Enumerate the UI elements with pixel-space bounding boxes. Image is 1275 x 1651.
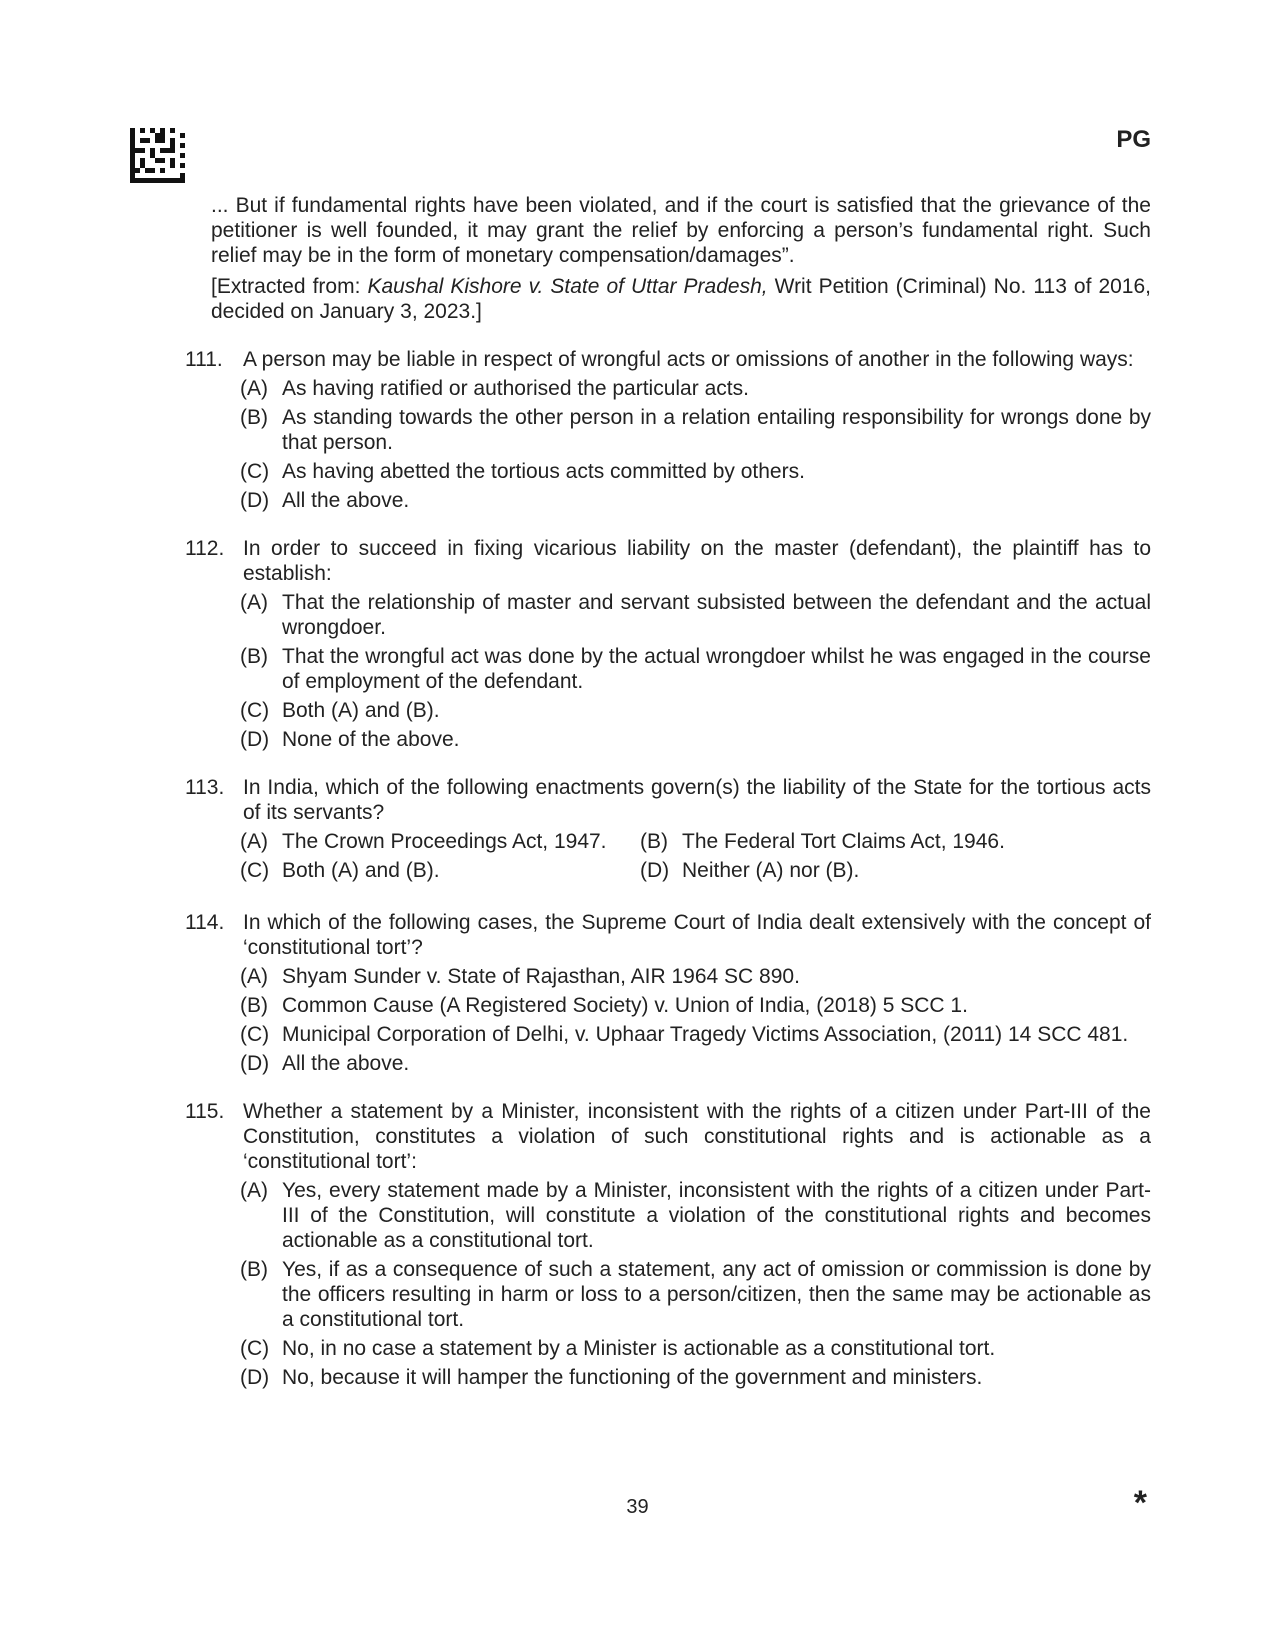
page-number: 39 (626, 1496, 649, 1518)
option-c (240, 459, 1151, 484)
option-label: (A) (240, 377, 268, 400)
option-text: Municipal Corporation of Delhi, v. Uphaar Tragedy Victims Association, (2011) 14 SCC 481. (282, 1023, 1129, 1046)
citation-suffix: Writ Petition (Criminal) No. 113 of 2016, decided on January 3, 2023.] (211, 275, 1151, 323)
option-a (240, 964, 1151, 989)
option-label: (C) (240, 1337, 270, 1360)
option-d (240, 488, 1151, 513)
question-number: 114. (185, 911, 225, 934)
option-label: (B) (240, 645, 268, 668)
option-c (240, 858, 640, 883)
option-d (240, 1365, 1151, 1390)
question-number: 113. (185, 776, 225, 799)
option-label: (D) (240, 489, 270, 512)
option-list (240, 829, 1151, 887)
option-list (240, 964, 1151, 1076)
option-c (240, 1336, 1151, 1361)
option-b (240, 405, 1151, 455)
option-text: None of the above. (282, 728, 460, 751)
option-c (240, 698, 1151, 723)
option-d (240, 727, 1151, 752)
question-114 (185, 910, 1151, 1076)
option-label: (C) (240, 1023, 270, 1046)
passage-text: ... But if fundamental rights have been violated, and if the court is satisfied that the grievance of the petitioner is well founded, it may grant the relief by enforcing a person’s fundamental right. Such relief may be in the form of monetary compensation/damages”. (211, 194, 1151, 267)
question-112 (185, 536, 1151, 752)
option-b (240, 1257, 1151, 1332)
option-a (240, 590, 1151, 640)
option-label: (D) (240, 1366, 270, 1389)
page-content (185, 193, 1151, 1394)
option-list (240, 1178, 1151, 1390)
passage (211, 193, 1151, 324)
option-label: (D) (240, 1052, 270, 1075)
option-text: That the wrongful act was done by the actual wrongdoer whilst he was engaged in the course of employment of the defendant. (282, 645, 1151, 693)
option-label: (B) (640, 830, 668, 853)
option-label: (C) (240, 699, 270, 722)
option-text: Both (A) and (B). (282, 699, 440, 722)
star-mark: * (1133, 1484, 1147, 1522)
option-label: (A) (240, 830, 268, 853)
paper-code: PG (1116, 126, 1151, 153)
option-label: (A) (240, 965, 268, 988)
citation-prefix: [Extracted from: (211, 275, 368, 298)
question-111 (185, 347, 1151, 513)
option-label: (D) (240, 728, 270, 751)
option-c (240, 1022, 1151, 1047)
option-b (240, 993, 1151, 1018)
option-text: Both (A) and (B). (282, 859, 440, 882)
option-label: (A) (240, 1179, 268, 1202)
option-d (640, 858, 1140, 883)
citation-case-name: Kaushal Kishore v. State of Uttar Pradesh, (367, 275, 768, 298)
option-text: No, because it will hamper the functioning of the government and ministers. (282, 1366, 983, 1389)
passage-citation (211, 274, 1151, 324)
option-list (240, 590, 1151, 752)
option-a (240, 829, 640, 854)
option-text: As having abetted the tortious acts committed by others. (282, 460, 805, 483)
question-text: In order to succeed in fixing vicarious liability on the master (defendant), the plaintiff has to establish: (243, 537, 1151, 585)
question-text: In which of the following cases, the Supreme Court of India dealt extensively with the concept of ‘constitutional tort’? (243, 911, 1151, 959)
option-d (240, 1051, 1151, 1076)
option-list (240, 376, 1151, 513)
option-text: The Crown Proceedings Act, 1947. (282, 830, 607, 853)
question-number: 112. (185, 537, 225, 560)
option-text: Shyam Sunder v. State of Rajasthan, AIR 1964 SC 890. (282, 965, 800, 988)
option-label: (B) (240, 1258, 268, 1281)
option-text: All the above. (282, 489, 410, 512)
option-text: Common Cause (A Registered Society) v. Union of India, (2018) 5 SCC 1. (282, 994, 968, 1017)
option-text: Yes, every statement made by a Minister, inconsistent with the rights of a citizen under Part-III of the Constitution, will constitute a violation of the constitutional rights and becomes actionable as a constitutional tort. (282, 1179, 1151, 1252)
option-label: (D) (640, 859, 670, 882)
question-text: A person may be liable in respect of wrongful acts or omissions of another in the following ways: (243, 348, 1134, 371)
option-text: All the above. (282, 1052, 410, 1075)
option-text: The Federal Tort Claims Act, 1946. (682, 830, 1005, 853)
question-text: Whether a statement by a Minister, inconsistent with the rights of a citizen under Part-III of the Constitution, constitutes a violation of such constitutional rights and is actionable as a ‘constitutional tort’: (243, 1100, 1151, 1173)
option-b (640, 829, 1140, 854)
question-number: 111. (185, 348, 223, 371)
option-text: As having ratified or authorised the particular acts. (282, 377, 749, 400)
option-text: No, in no case a statement by a Minister is actionable as a constitutional tort. (282, 1337, 996, 1360)
option-label: (B) (240, 406, 268, 429)
question-text: In India, which of the following enactments govern(s) the liability of the State for the tortious acts of its servants? (243, 776, 1151, 824)
option-a (240, 1178, 1151, 1253)
option-text: Yes, if as a consequence of such a statement, any act of omission or commission is done by the officers resulting in harm or loss to a person/citizen, then the same may be actionable as a constitutional tort. (282, 1258, 1151, 1331)
option-label: (B) (240, 994, 268, 1017)
question-115 (185, 1099, 1151, 1390)
datamatrix-code-icon (130, 128, 185, 183)
option-label: (C) (240, 460, 270, 483)
question-number: 115. (185, 1100, 225, 1123)
question-113 (185, 775, 1151, 887)
option-label: (A) (240, 591, 268, 614)
option-text: Neither (A) nor (B). (682, 859, 860, 882)
option-text: As standing towards the other person in a relation entailing responsibility for wrongs done by that person. (282, 406, 1151, 454)
option-label: (C) (240, 859, 270, 882)
option-b (240, 644, 1151, 694)
option-text: That the relationship of master and servant subsisted between the defendant and the actual wrongdoer. (282, 591, 1151, 639)
option-a (240, 376, 1151, 401)
